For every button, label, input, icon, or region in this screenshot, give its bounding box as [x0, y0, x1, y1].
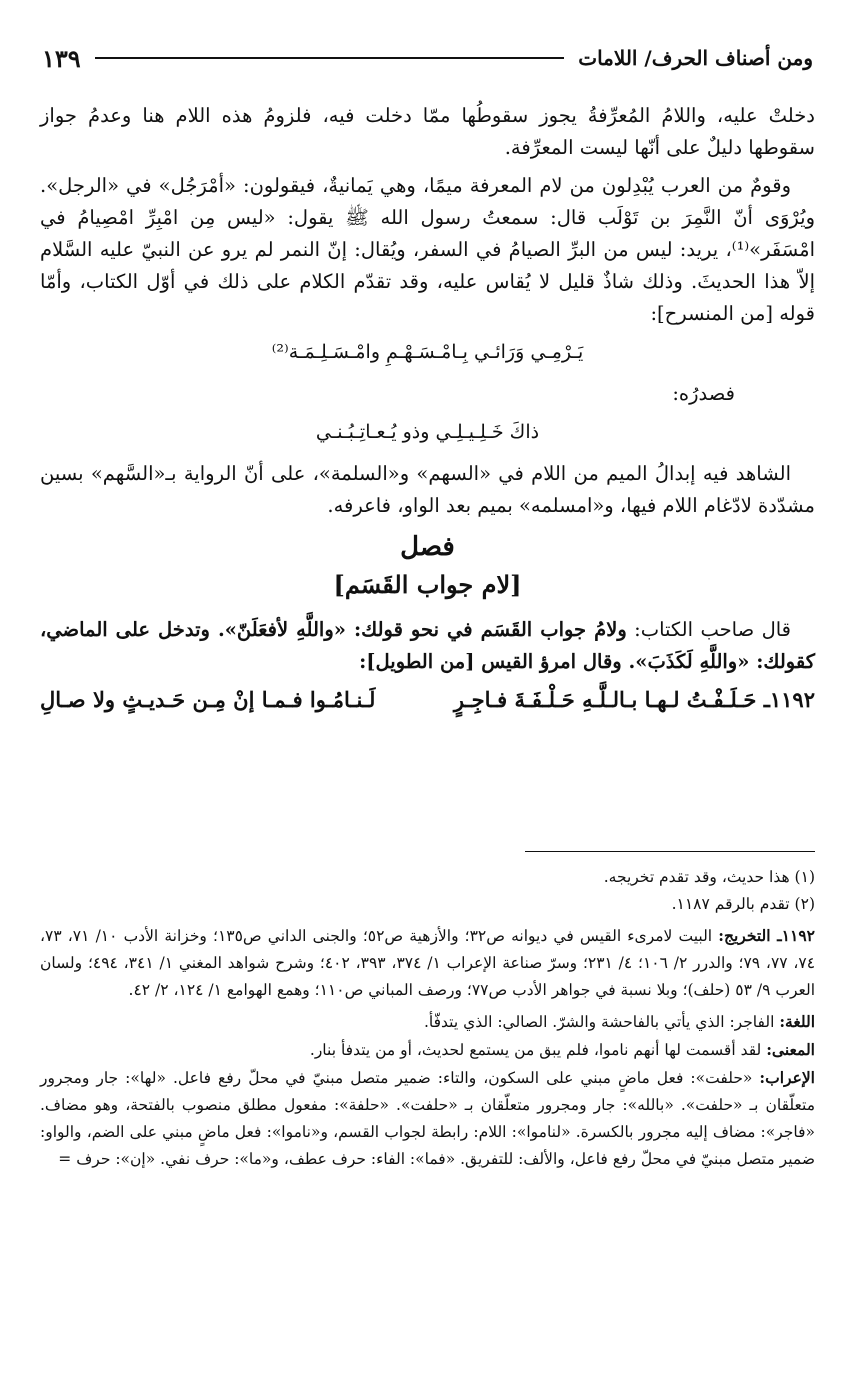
- paragraph-4: [40, 614, 815, 678]
- sadr-label: فصدرُه:: [672, 382, 735, 405]
- paragraph-4-quote: ولامُ جواب القَسَم في نحو قولك: «واللَّهِ لأفعَلَنّ». وتدخل على الماضي، كقولك: «واللَّهِ لَكَذَبَ». وقال امرؤ القيس [من الطويل]:: [40, 618, 815, 673]
- takhrij-note: [40, 922, 815, 1004]
- main-text: [40, 100, 815, 716]
- verse-line-1: يَـرْمِـي وَرَائـي بِـامْـسَـهْـمِ وامْـسَـلِـمَـة⁽²⁾: [271, 341, 584, 363]
- section-title: فصل: [400, 532, 455, 562]
- lugha-text: الفاجر: الذي يأتي بالفاحشة والشرّ. الصالي: الذي يتدفّأ.: [423, 1013, 780, 1031]
- header-rule: [95, 57, 565, 59]
- running-title: ومن أصناف الحرف/ اللامات: [578, 46, 813, 70]
- paragraph-4-intro: قال صاحب الكتاب:: [626, 618, 791, 641]
- footnotes: [40, 864, 815, 1173]
- takhrij-text: البيت لامرىء القيس في ديوانه ص٣٢؛ والأزهية ص٥٢؛ والجنى الداني ص١٣٥؛ وخزانة الأدب ١٠/ ٧١، ٧٣، ٧٤، ٧٧، ٧٩؛ والدرر ٢/ ١٠٦؛ ٤/ ٢٣١؛ وسرّ صناعة الإعراب ١/ ٣٧٤، ٣٩٣، ٤٠٢؛ وشرح شواهد المغني ١/ ٣٤١، ٤٩٤؛ ولسان العرب ٩/ ٥٣ (حلف)؛ وبلا نسبة في جواهر الأدب ص٧٧؛ ورصف المباني ص١١٠؛ وهمع الهوامع ١/ ١٢٤، ٢/ ٤٢.: [40, 927, 816, 999]
- footnote-2: (٢) تقدم بالرقم ١١٨٧.: [671, 895, 815, 913]
- poem-verse-1192: [40, 684, 815, 716]
- paragraph-1: دخلتْ عليه، واللامُ المُعرِّفةُ يجوز سقوطُها ممّا دخلت فيه، فلزومُ هذه اللام هنا وعدمُ جواز سقوطها دليلٌ على أنّها ليست المعرِّفة.: [40, 104, 815, 159]
- irab-label: الإعراب:: [759, 1068, 815, 1087]
- poem-second-hemistich: لَـنـامُـوا فـمـا إنْ مِـن حَـديـثٍ ولا صـالِ: [40, 687, 376, 712]
- poem-first-hemistich: ١١٩٢ـ حَـلَـفْـتُ لـهـا بـالـلَّـهِ حَـلْـفَـةَ فـاجِـرٍ: [453, 687, 815, 712]
- lugha-note: [40, 1008, 815, 1036]
- maana-text: لقد أقسمت لها أنهم ناموا، فلم يبق من يستمع لحديث، أو من يتدفأ بنار.: [309, 1041, 767, 1059]
- paragraph-2: وقومٌ من العرب يُبْدِلون من لام المعرفة ميمًا، وهي يَمانيةٌ، فيقولون: «أمْرَجُل» في «الرجل». ويُرْوَى أنّ النَّمِرَ بن تَوْلَب قال: سمعتُ رسول الله ﷺ يقول: «ليس مِن امْبِرِّ امْصِيامُ في امْسَفَر»⁽¹⁾، يريد: ليس من البرِّ الصيامُ في السفر، ويُقال: إنّ النمر لم يرو عن النبيّ عليه السَّلام إلاّ هذا الحديثَ. وذلك شاذٌ قليل لا يُقاس عليه، وقد تقدّم الكلام على ذلك في أوّل الكتاب، وأمّا قوله [من المنسرح]:: [40, 174, 815, 325]
- footnote-1: (١) هذا حديث، وقد تقدم تخريجه.: [603, 868, 815, 886]
- page-number: ١٣٩: [42, 43, 81, 73]
- maana-note: [40, 1036, 815, 1064]
- takhrij-label: ١١٩٢ـ التخريج:: [718, 926, 815, 945]
- paragraph-3: الشاهد فيه إبدالُ الميم من اللام في «السهم» و«السلمة»، على أنّ الرواية بـ«السَّهم» بسين مشدّدة لادّغام اللام فيها، و«امسلمه» بميم بعد الواو، فاعرفه.: [40, 462, 815, 517]
- page-header: [42, 40, 813, 76]
- maana-label: المعنى:: [766, 1040, 815, 1059]
- irab-note: [40, 1064, 815, 1173]
- verse-line-2: ذاكَ خَـلِـيـلِـي وذو يُـعـاتِـبُـنـي: [315, 421, 540, 443]
- irab-text: «حلفت»: فعل ماضٍ مبني على السكون، والتاء: ضمير متصل مبنيّ في محلّ رفع فاعل. «لها»: جار ومجرور متعلّقان بـ «حلفت». «بالله»: جار ومجرور متعلّقان بـ «حلفت». «حلفة»: مفعول مطلق منصوب بالفتحة، وهو مضاف. «فاجر»: مضاف إليه مجرور بالكسرة. «لناموا»: اللام: رابطة لجواب القسم، و«ناموا»: فعل ماضٍ مبني على الضم، والواو: ضمير متصل مبنيّ في محلّ رفع فاعل، والألف: للتفريق. «فما»: الفاء: حرف عطف، و«ما»: حرف نفي. «إن»: حرف =: [40, 1069, 815, 1168]
- footnote-rule: [525, 851, 815, 852]
- lugha-label: اللغة:: [779, 1012, 815, 1031]
- section-subtitle: [لام جواب القَسَم]: [333, 570, 522, 599]
